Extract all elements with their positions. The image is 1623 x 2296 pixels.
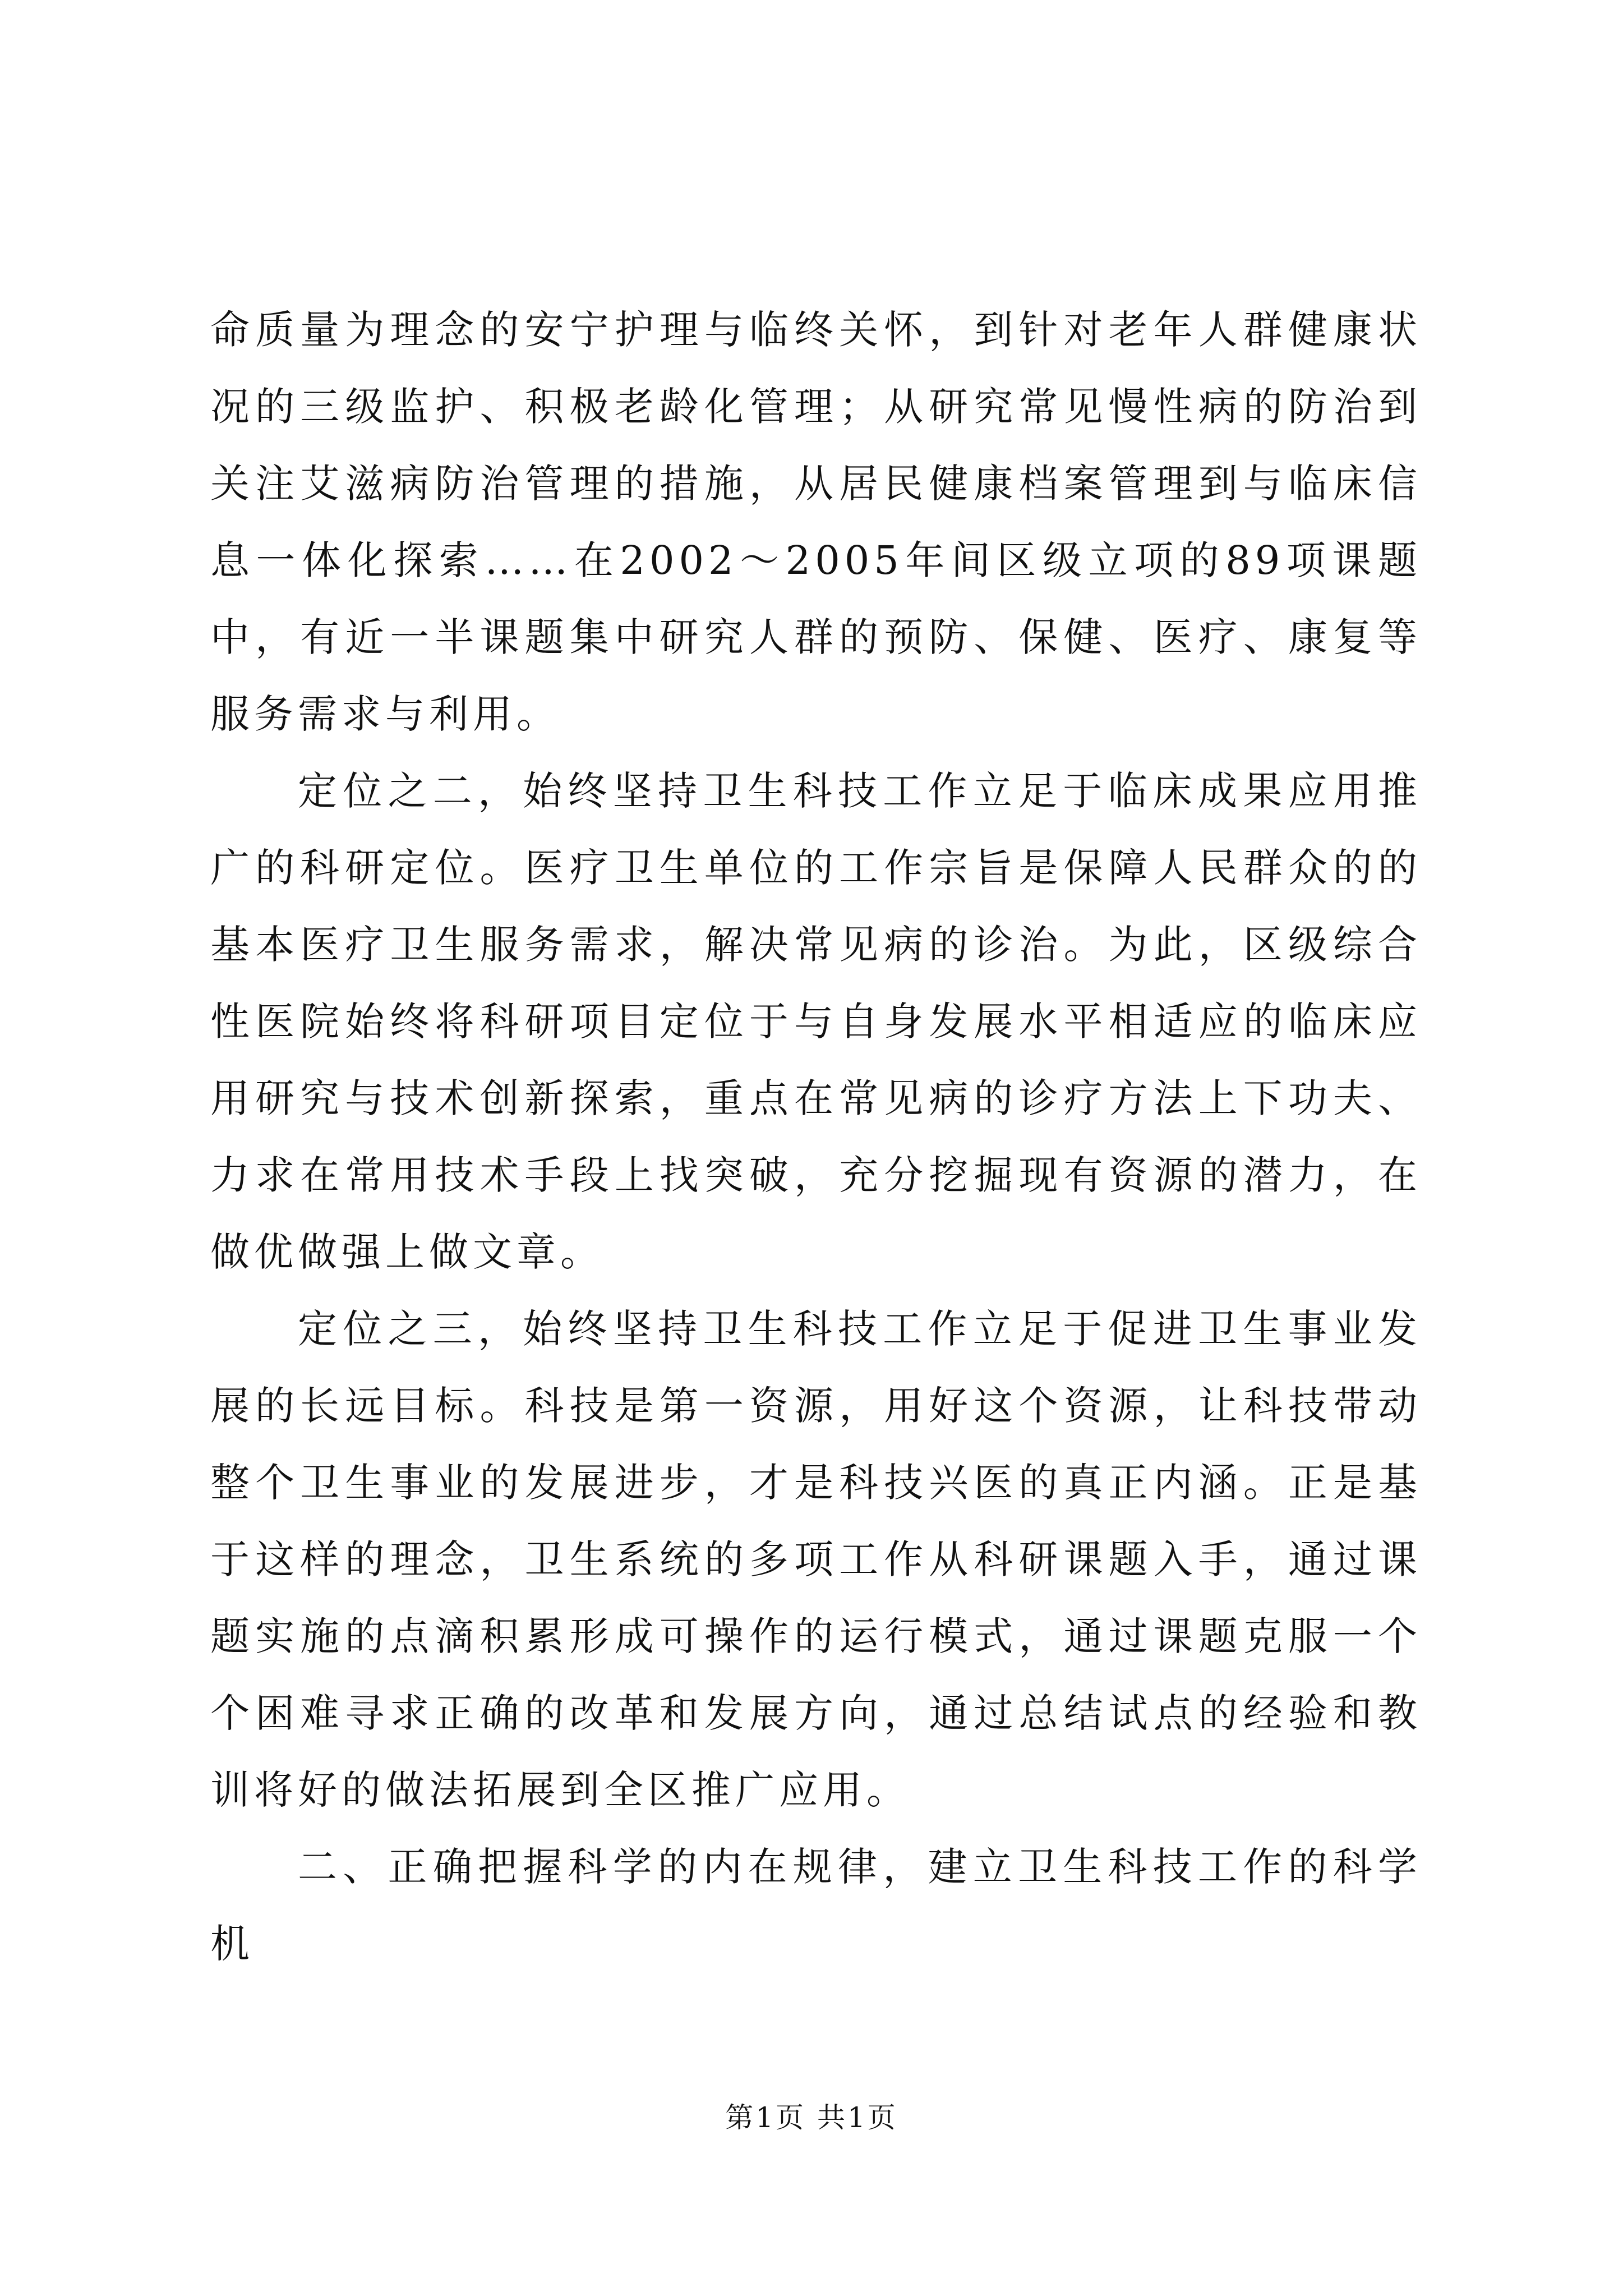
paragraph-section-two-heading: 二、正确把握科学的内在规律，建立卫生科技工作的科学机 xyxy=(210,1844,1422,1967)
page-footer: 第1页 共1页 xyxy=(725,2101,898,2134)
document-body xyxy=(210,292,1422,1982)
paragraph-continuation: 命质量为理念的安宁护理与临终关怀，到针对老年人群健康状况的三级监护、积极老龄化管理；从研究常见慢性病的防治到关注艾滋病防治管理的措施，从居民健康档案管理到与临床信息一体化探索……在2002～2005年间区级立项的89项课题中，有近一半课题集中研究人群的预防、保健、医疗、康复等服务需求与利用。 xyxy=(210,307,1422,737)
paragraph-positioning-three: 定位之三，始终坚持卫生科技工作立足于促进卫生事业发展的长远目标。科技是第一资源，用好这个资源，让科技带动整个卫生事业的发展进步，才是科技兴医的真正内涵。正是基于这样的理念，卫生系统的多项工作从科研课题入手，通过课题实施的点滴积累形成可操作的运行模式，通过课题克服一个个困难寻求正确的改革和发展方向，通过总结试点的经验和教训将好的做法拓展到全区推广应用。 xyxy=(210,1306,1422,1813)
paragraph-positioning-two: 定位之二，始终坚持卫生科技工作立足于临床成果应用推广的科研定位。医疗卫生单位的工作宗旨是保障人民群众的的基本医疗卫生服务需求，解决常见病的诊治。为此，区级综合性医院始终将科研项目定位于与自身发展水平相适应的临床应用研究与技术创新探索，重点在常见病的诊疗方法上下功夫、力求在常用技术手段上找突破，充分挖掘现有资源的潜力，在做优做强上做文章。 xyxy=(210,768,1422,1275)
